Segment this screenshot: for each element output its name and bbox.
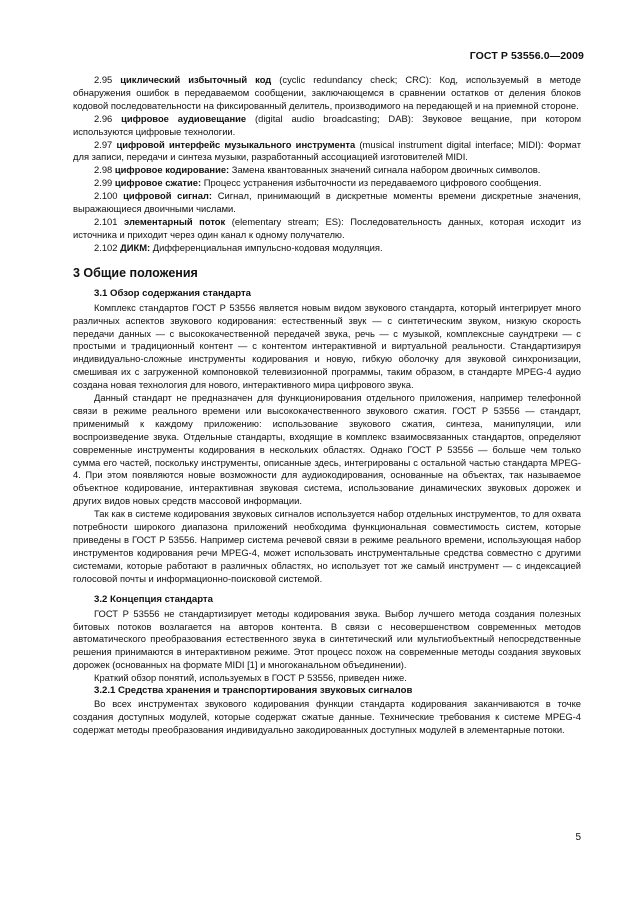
definition-number: 2.102 <box>94 241 118 253</box>
page-number: 5 <box>575 832 581 843</box>
definition-text: Замена квантованных значений сигнала набором двоичных символов. <box>229 164 541 176</box>
definition-item <box>73 216 581 242</box>
paragraph: Комплекс стандартов ГОСТ Р 53556 является новым видом звукового стандарта, который интегрирует много различных аспектов звукового кодирования: естественный звук — с синтетическим звуком, низкую скорость передачи данных — с высококачественной передачей звука, речь — с музыкой, комплексные саундтреки — с простыми и традиционный контент — с контентом интерактивной и виртуальной реальности. Стандартизируя индивидуально-сложные инструменты кодирования и новую, гибкую оболочку для звуковой синхронизации, смешивая их с загруженной компоновкой телевизионной программы, таким образом, в стандарте MPEG-4 аудио создана новая технология для нового, интерактивного мира цифрового звука. <box>73 301 581 391</box>
definition-number: 2.95 <box>94 74 113 85</box>
definition-term: элементарный поток <box>124 215 226 227</box>
definition-term: циклический избыточный код <box>120 74 272 85</box>
paragraph: Так как в системе кодирования звуковых сигналов используется набор отдельных инструментов, то для охвата потребности широкого диапазона приложений необходима функциональная совместимость систем, которые приведены в ГОСТ Р 53556. Например система речевой связи в режиме реального времени, использующая набор инструментов кодирования речи MPEG-4, может использовать инструментальные средства совместно с другими системами, которые работают в различных областях, но использует тот же самый инструмент — с индексацией голосовой почты и информационно-поисковой системой. <box>73 508 581 584</box>
definition-number: 2.98 <box>94 164 113 176</box>
definition-text: (elementary stream; ES): Последовательность данных, которая исходит из источника и приходит через один канал к одному получателю. <box>73 215 582 240</box>
definition-item <box>73 177 581 190</box>
definition-term: цифровое сжатие: <box>114 177 202 189</box>
definition-item <box>73 190 581 216</box>
section-3-title: 3 Общие положения <box>73 265 198 280</box>
definition-item <box>73 74 581 113</box>
definitions-list <box>73 74 581 255</box>
definition-number: 2.99 <box>94 177 113 189</box>
paragraph: ГОСТ Р 53556 не стандартизирует методы кодирования звука. Выбор лучшего метода создания полезных битовых потоков возлагается на авторов контента. В связи с несовершенством современных методов автоматического преобразования естественного звука в синтетический или мультиобъектный непосредственные решения принимаются в интерактивном режиме. Этот процесс похож на современные методы создания звуковых дорожек (основанных на формате MIDI [1] и многоканальном объединении). <box>73 607 581 671</box>
definition-text: Процесс устранения избыточности из передаваемого цифрового сообщения. <box>201 177 542 189</box>
definition-text: (musical instrument digital interface; MIDI): Формат для записи, передачи и синтеза музыки, разработанный ассоциацией изготовителей MIDI. <box>73 138 581 163</box>
definition-item <box>73 139 581 165</box>
definition-term: ДИКМ: <box>120 241 151 253</box>
definition-number: 2.101 <box>94 215 118 227</box>
definition-term: цифровое аудиовещание <box>121 112 247 124</box>
document-body <box>73 74 581 737</box>
definition-number: 2.96 <box>94 112 113 124</box>
definition-number: 2.100 <box>94 190 118 202</box>
document-code-header: ГОСТ Р 53556.0—2009 <box>469 50 584 62</box>
section-3-2-title: 3.2 Концепция стандарта <box>94 593 213 605</box>
definition-text: (cyclic redundancy check; CRC): Код, используемый в методе обнаружения ошибок в передаваемом сообщении, заключающемся в сравнении остатков от деления блоков кодовой последовательности на фиксированный делитель, производимого на передающей и на приемной стороне. <box>73 74 582 111</box>
section-3-1-title: 3.1 Обзор содержания стандарта <box>94 287 251 299</box>
definition-number: 2.97 <box>94 138 113 150</box>
definition-term: цифровое кодирование: <box>114 164 230 176</box>
section-3-2-1-title: 3.2.1 Средства хранения и транспортирования звуковых сигналов <box>94 685 413 697</box>
definition-text: (digital audio broadcasting; DAB): Звуковое вещание, при котором используются цифровые технологии. <box>73 112 582 137</box>
paragraph: Краткий обзор понятий, используемых в ГОСТ Р 53556, приведен ниже. <box>94 672 407 684</box>
definition-item <box>73 242 581 255</box>
definition-term: цифровой интерфейс музыкального инструмента <box>116 138 356 150</box>
paragraph: Данный стандарт не предназначен для функционирования отдельного приложения, например телефонной связи в режиме реального времени или высококачественного звукового сжатия. ГОСТ Р 53556 — стандарт, применимый к каждому приложению: использование звукового сжатия, синтеза, манипуляции, или воспроизведение звука. Отдельные стандарты, входящие в комплекс взаимосвязанных стандартов, определяют современные инструменты кодирования в нескольких областях. Однако ГОСТ Р 53556 — больше чем только сумма его частей, поскольку инструменты, описанные здесь, интегрированы с остальной частью стандарта MPEG-4. При этом появляются новые возможности для аудиокодирования, основанные на объектах, так называемое объектное кодирование, интерактивная звуковая система, использование динамических звуковых дорожек и других видов новых средств массовой информации. <box>73 392 581 507</box>
paragraph: Во всех инструментах звукового кодирования функции стандарта кодирования заканчиваются в точке создания доступных модулей, которые содержат сжатые данные. Технические требования к системе MPEG-4 содержат методы преобразования индивидуально закодированных доступных модулей в элементарные потоки. <box>73 697 581 735</box>
definition-text: Дифференциальная импульсно-кодовая модуляция. <box>150 241 383 253</box>
definition-item <box>73 164 581 177</box>
definition-item <box>73 113 581 139</box>
definition-text: Сигнал, принимающий в дискретные моменты времени дискретные значения, выражающиеся двоичными числами. <box>73 190 581 215</box>
definition-term: цифровой сигнал: <box>123 190 213 202</box>
